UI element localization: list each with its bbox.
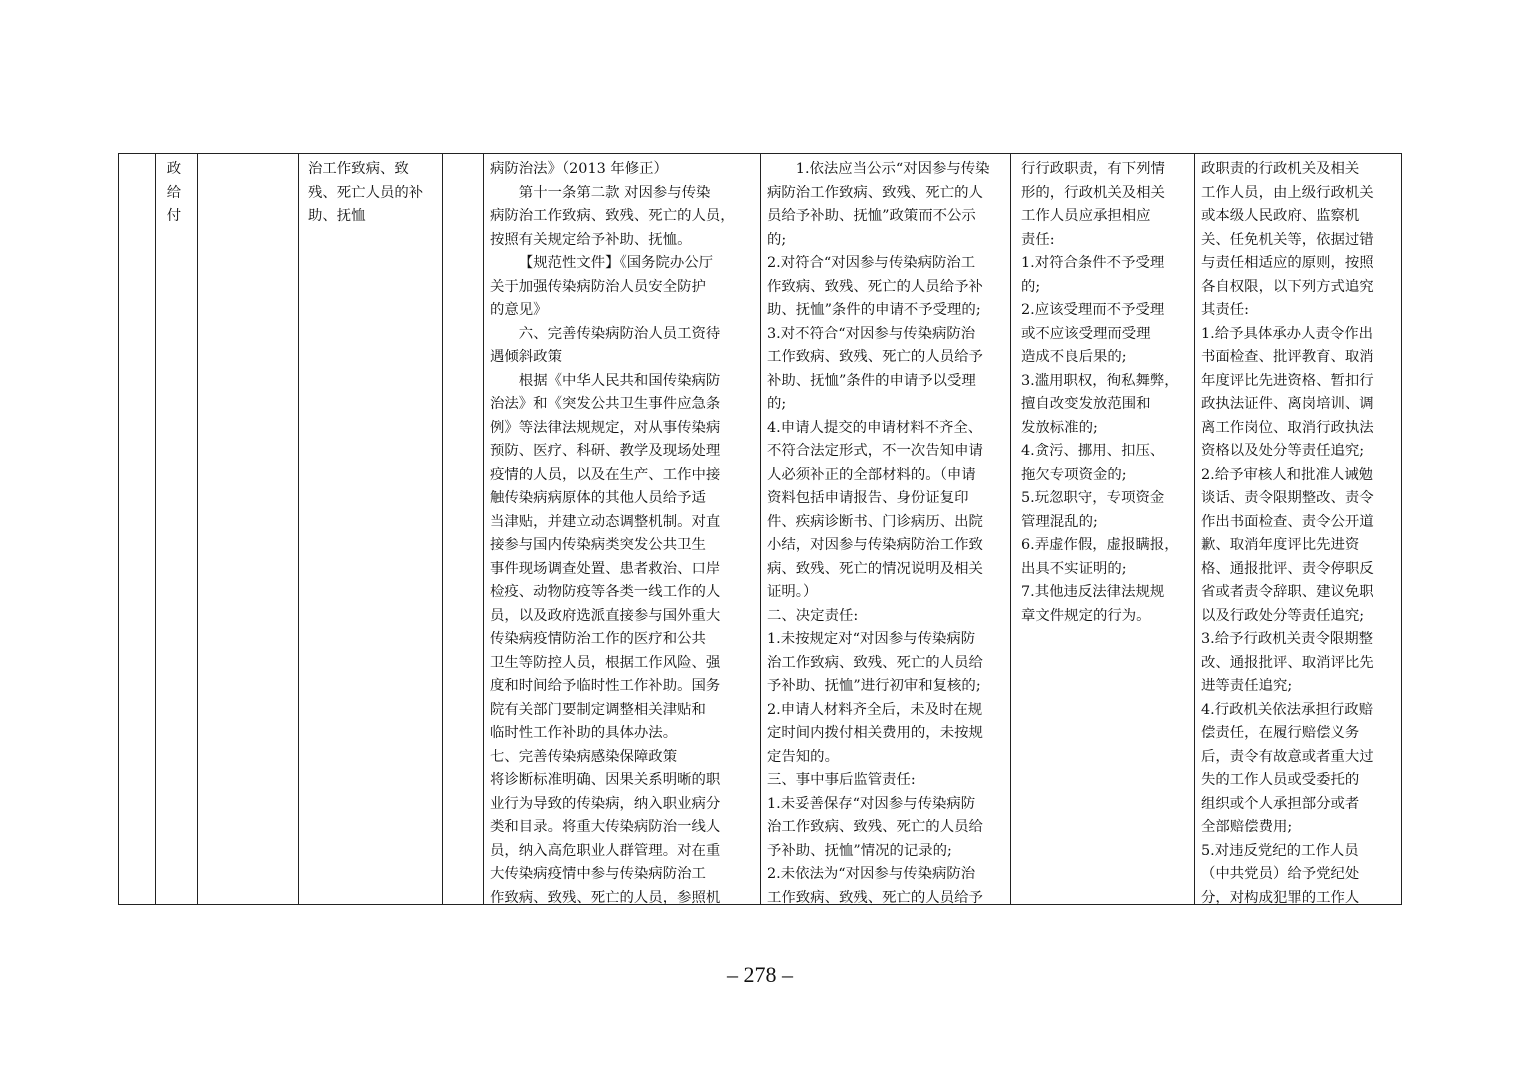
text-line: 进等责任追究; [1201, 678, 1293, 694]
responsibility-table [118, 153, 1402, 905]
text-line: 1.未按规定对“对因参与传染病防 [767, 631, 976, 647]
text-line: 行行政职责，有下列情 [1021, 161, 1165, 177]
text-line: 2.给予审核人和批准人诫勉 [1201, 466, 1374, 483]
text-line: 例》等法律法规规定，对从事传染病 [490, 419, 721, 436]
text-line: 二、决定责任: [767, 607, 859, 624]
text-line: 2.申请人材料齐全后，未及时在规 [767, 701, 983, 718]
text-line: 证明。） [767, 584, 818, 600]
text-line: 大传染病疫情中参与传染病防治工 [490, 866, 706, 882]
text-line: 后，责令有故意或者重大过 [1201, 748, 1374, 765]
text-line: 5.玩忽职守，专项资金 [1021, 490, 1165, 506]
text-line: 治法》和《突发公共卫生事件应急条 [490, 396, 721, 412]
text-line: 的; [767, 396, 787, 412]
text-line: 工作致病、致残、死亡的人员给予 [767, 349, 983, 365]
text-line: 工作致病、致残、死亡的人员给予 [767, 889, 983, 906]
text-line: 接参与国内传染病类突发公共卫生 [490, 537, 706, 553]
text-line: 业行为导致的传染病，纳入职业病分 [490, 795, 721, 812]
text-line: 格、通报批评、责令停职反 [1201, 560, 1374, 577]
text-line: 定告知的。 [767, 748, 839, 765]
text-line: 分，对构成犯罪的工作人 [1201, 889, 1360, 906]
text-line: 的; [767, 231, 787, 248]
text-line: 组织或个人承担部分或者 [1201, 795, 1360, 812]
text-line: 3.给予行政机关责令限期整 [1201, 631, 1374, 647]
text-line: 按照有关规定给予补助、抚恤。 [490, 231, 692, 248]
text-line: 1.依法应当公示“对因参与传染 [795, 161, 990, 177]
text-line: 责任: [1021, 231, 1055, 248]
text-line: 根据《中华人民共和国传染病防 [518, 372, 721, 389]
text-line: 助、抚恤 [308, 208, 366, 224]
text-line: 院有关部门要制定调整相关津贴和 [490, 701, 706, 718]
text-line: 歉、取消年度评比先进资 [1201, 537, 1360, 553]
text-line: 检疫、动物防疫等各类一线工作的人 [490, 584, 721, 600]
text-line: 工作人员应承担相应 [1021, 208, 1151, 224]
text-line: 3.滥用职权，徇私舞弊， [1021, 372, 1179, 389]
text-line: 资料包括申请报告、身份证复印 [767, 490, 969, 506]
text-line: 【规范性文件】《国务院办公厅 [518, 255, 714, 271]
text-line: 资格以及处分等责任追究; [1201, 443, 1365, 459]
text-line: 2.对符合“对因参与传染病防治工 [767, 255, 976, 271]
column-divider [760, 154, 761, 904]
text-line: 造成不良后果的; [1021, 349, 1127, 365]
text-line: 给 [166, 184, 182, 201]
text-line: 员，纳入高危职业人群管理。对在重 [490, 842, 721, 859]
text-line: 病防治工作致病、致残、死亡的人 [767, 184, 983, 201]
text-line: 七、完善传染病感染保障政策 [490, 748, 678, 765]
text-line: 6.弄虚作假，虚报瞒报， [1021, 537, 1179, 553]
text-line: 全部赔偿费用; [1201, 819, 1293, 835]
text-line: 不符合法定形式，不一次告知申请 [767, 443, 983, 459]
text-line: 1.对符合条件不予受理 [1021, 255, 1165, 271]
text-line: 1.给予具体承办人责令作出 [1201, 325, 1374, 342]
text-line: 年度评比先进资格、暂扣行 [1201, 372, 1374, 389]
accountability-cell [1201, 158, 1397, 910]
text-line: 助、抚恤”条件的申请不予受理的; [767, 302, 981, 318]
text-line: 2.应该受理而不予受理 [1021, 302, 1165, 318]
text-line: 作致病、致残、死亡的人员给予补 [767, 278, 983, 295]
page-number: – 278 – [727, 962, 793, 987]
text-line: （中共党员）给予党纪处 [1201, 866, 1360, 882]
column-divider [298, 154, 299, 904]
text-line: 类和目录。将重大传染病防治一线人 [490, 819, 721, 835]
text-line: 治工作致病、致 [308, 161, 409, 177]
column-divider [483, 154, 484, 904]
text-line: 擅自改变发放范围和 [1021, 396, 1151, 412]
text-line: 治工作致病、致残、死亡的人员给 [767, 819, 983, 835]
text-line: 卫生等防控人员，根据工作风险、强 [490, 654, 721, 671]
text-line: 2.未依法为“对因参与传染病防治 [767, 866, 976, 882]
text-line: 度和时间给予临时性工作补助。国务 [490, 678, 721, 694]
text-line: 5.对违反党纪的工作人员 [1201, 842, 1359, 859]
text-line: 拖欠专项资金的; [1021, 466, 1127, 483]
text-line: 小结，对因参与传染病防治工作致 [767, 537, 983, 553]
item-name-cell [308, 158, 436, 229]
text-line: 的意见》 [490, 302, 548, 318]
text-line: 当津贴，并建立动态调整机制。对直 [490, 513, 721, 530]
legal-basis-cell [490, 158, 746, 910]
category-cell [164, 158, 184, 229]
text-line: 员，以及政府选派直接参与国外重大 [490, 607, 721, 624]
column-divider [1010, 154, 1011, 904]
text-line: 7.其他违反法律法规规 [1021, 584, 1165, 600]
text-line: 予补助、抚恤”情况的记录的; [767, 842, 952, 859]
text-line: 出具不实证明的; [1021, 560, 1127, 577]
text-line: 4.申请人提交的申请材料不齐全、 [767, 419, 983, 436]
text-line: 工作人员，由上级行政机关 [1201, 184, 1374, 201]
duty-cell [767, 158, 1005, 910]
text-line: 将诊断标准明确、因果关系明晰的职 [490, 772, 721, 788]
column-divider [197, 154, 198, 904]
text-line: 第十一条第二款 对因参与传染 [518, 184, 711, 201]
text-line: 发放标准的; [1021, 419, 1098, 436]
text-line: 人必须补正的全部材料的。（申请 [767, 466, 976, 483]
text-line: 付 [166, 208, 182, 224]
text-line: 政 [166, 161, 182, 177]
text-line: 各自权限，以下列方式追究 [1201, 278, 1374, 295]
column-divider [442, 154, 443, 904]
text-line: 的; [1021, 278, 1041, 295]
column-divider [155, 154, 156, 904]
text-line: 遇倾斜政策 [490, 349, 562, 365]
text-line: 触传染病病原体的其他人员给予适 [490, 490, 706, 506]
text-line: 补助、抚恤”条件的申请予以受理 [767, 372, 976, 389]
text-line: 形的，行政机关及相关 [1021, 184, 1165, 201]
column-divider [1194, 154, 1195, 904]
text-line: 偿责任，在履行赔偿义务 [1201, 725, 1360, 741]
text-line: 1.未妥善保存“对因参与传染病防 [767, 795, 976, 812]
text-line: 离工作岗位、取消行政执法 [1201, 419, 1374, 436]
text-line: 政职责的行政机关及相关 [1201, 161, 1360, 177]
text-line: 3.对不符合“对因参与传染病防治 [767, 325, 976, 342]
text-line: 件、疾病诊断书、门诊病历、出院 [767, 513, 983, 530]
text-line: 失的工作人员或受委托的 [1201, 772, 1360, 788]
text-line: 或不应该受理而受理 [1021, 325, 1151, 342]
text-line: 治工作致病、致残、死亡的人员给 [767, 654, 983, 671]
text-line: 作出书面检查、责令公开道 [1201, 513, 1374, 530]
text-line: 政执法证件、离岗培训、调 [1201, 396, 1374, 412]
text-line: 谈话、责令限期整改、责令 [1201, 490, 1374, 506]
text-line: 疫情的人员，以及在生产、工作中接 [490, 466, 721, 483]
text-line: 残、死亡人员的补 [308, 184, 424, 201]
text-line: 4.贪污、挪用、扣压、 [1021, 443, 1165, 459]
text-line: 与责任相适应的原则，按照 [1201, 255, 1374, 271]
circumstance-cell [1021, 158, 1191, 628]
text-line: 临时性工作补助的具体办法。 [490, 725, 678, 741]
text-line: 以及行政处分等责任追究; [1201, 607, 1365, 624]
text-line: 预防、医疗、科研、教学及现场处理 [490, 443, 721, 459]
text-line: 或本级人民政府、监察机 [1201, 208, 1360, 224]
text-line: 定时间内拨付相关费用的，未按规 [767, 725, 983, 741]
text-line: 员给予补助、抚恤”政策而不公示 [767, 208, 976, 224]
text-line: 传染病疫情防治工作的医疗和公共 [490, 631, 706, 647]
text-line: 省或者责令辞职、建议免职 [1201, 584, 1374, 600]
text-line: 病防治工作致病、致残、死亡的人员， [490, 208, 735, 224]
text-line: 六、完善传染病防治人员工资待 [518, 325, 721, 342]
text-line: 三、事中事后监管责任: [767, 772, 916, 788]
text-line: 管理混乱的; [1021, 513, 1098, 530]
text-line: 关、任免机关等，依据过错 [1201, 231, 1374, 248]
text-line: 作致病、致残、死亡的人员，参照机 [490, 889, 721, 906]
text-line: 事件现场调查处置、患者救治、口岸 [490, 560, 721, 577]
text-line: 予补助、抚恤”进行初审和复核的; [767, 678, 981, 694]
text-line: 章文件规定的行为。 [1021, 607, 1151, 624]
text-line: 4.行政机关依法承担行政赔 [1201, 701, 1374, 718]
text-line: 书面检查、批评教育、取消 [1201, 349, 1374, 365]
text-line: 病防治法》（2013 年修正） [490, 161, 668, 177]
text-line: 改、通报批评、取消评比先 [1201, 654, 1374, 671]
text-line: 关于加强传染病防治人员安全防护 [490, 278, 706, 295]
text-line: 其责任: [1201, 302, 1250, 318]
text-line: 病、致残、死亡的情况说明及相关 [767, 560, 983, 577]
